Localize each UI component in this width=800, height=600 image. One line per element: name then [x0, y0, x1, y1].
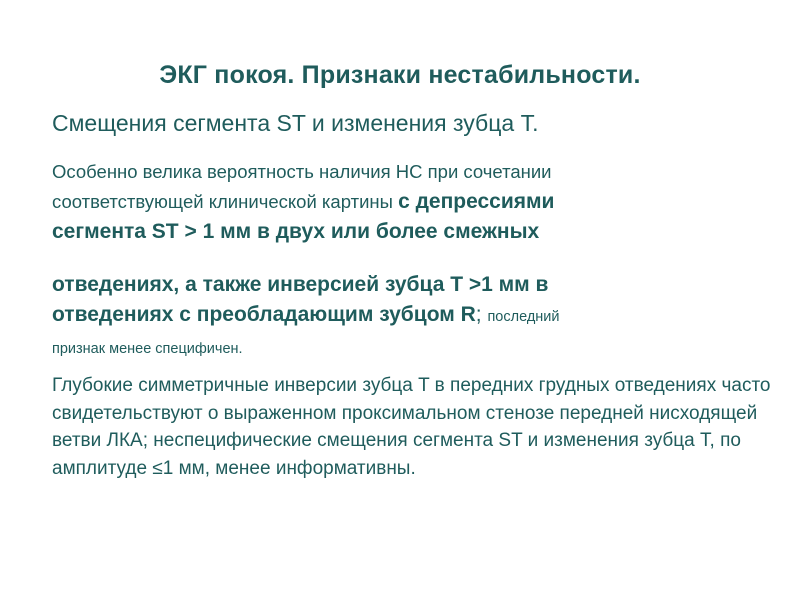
emphasis-text: сегмента ST > 1 мм в двух или более смежных — [52, 220, 540, 243]
note-text: последний — [487, 309, 560, 325]
emphasis-text: с депрессиями — [398, 190, 555, 213]
slide-title: ЭКГ покоя. Признаки нестабильности. — [159, 61, 641, 89]
paragraph-line: Особенно велика вероятность наличия НС при сочетании — [52, 161, 552, 182]
paragraph-inversions: Глубокие симметричные инверсии зубца T в передних грудных отведениях часто свидетельствуют о выраженном проксимальном стенозе передней нисходящей ветви ЛКА; неспецифические смещения сегмента ST и изменения зубца T, по амплитуде ≤1 мм, менее информативны. — [52, 375, 771, 479]
emphasis-text: отведениях, а также инверсией зубца T >1 мм в — [52, 273, 549, 296]
paragraph-line: соответствующей клинической картины — [52, 191, 399, 212]
slide-subtitle: Смещения сегмента ST и изменения зубца T. — [52, 110, 539, 136]
paragraph-probability — [52, 157, 762, 247]
note-text: признак менее специфичен. — [52, 341, 243, 357]
separator-text: ; — [475, 303, 488, 326]
emphasis-text: отведениях с преобладающим зубцом R — [52, 303, 476, 326]
paragraph-criteria — [52, 270, 762, 364]
